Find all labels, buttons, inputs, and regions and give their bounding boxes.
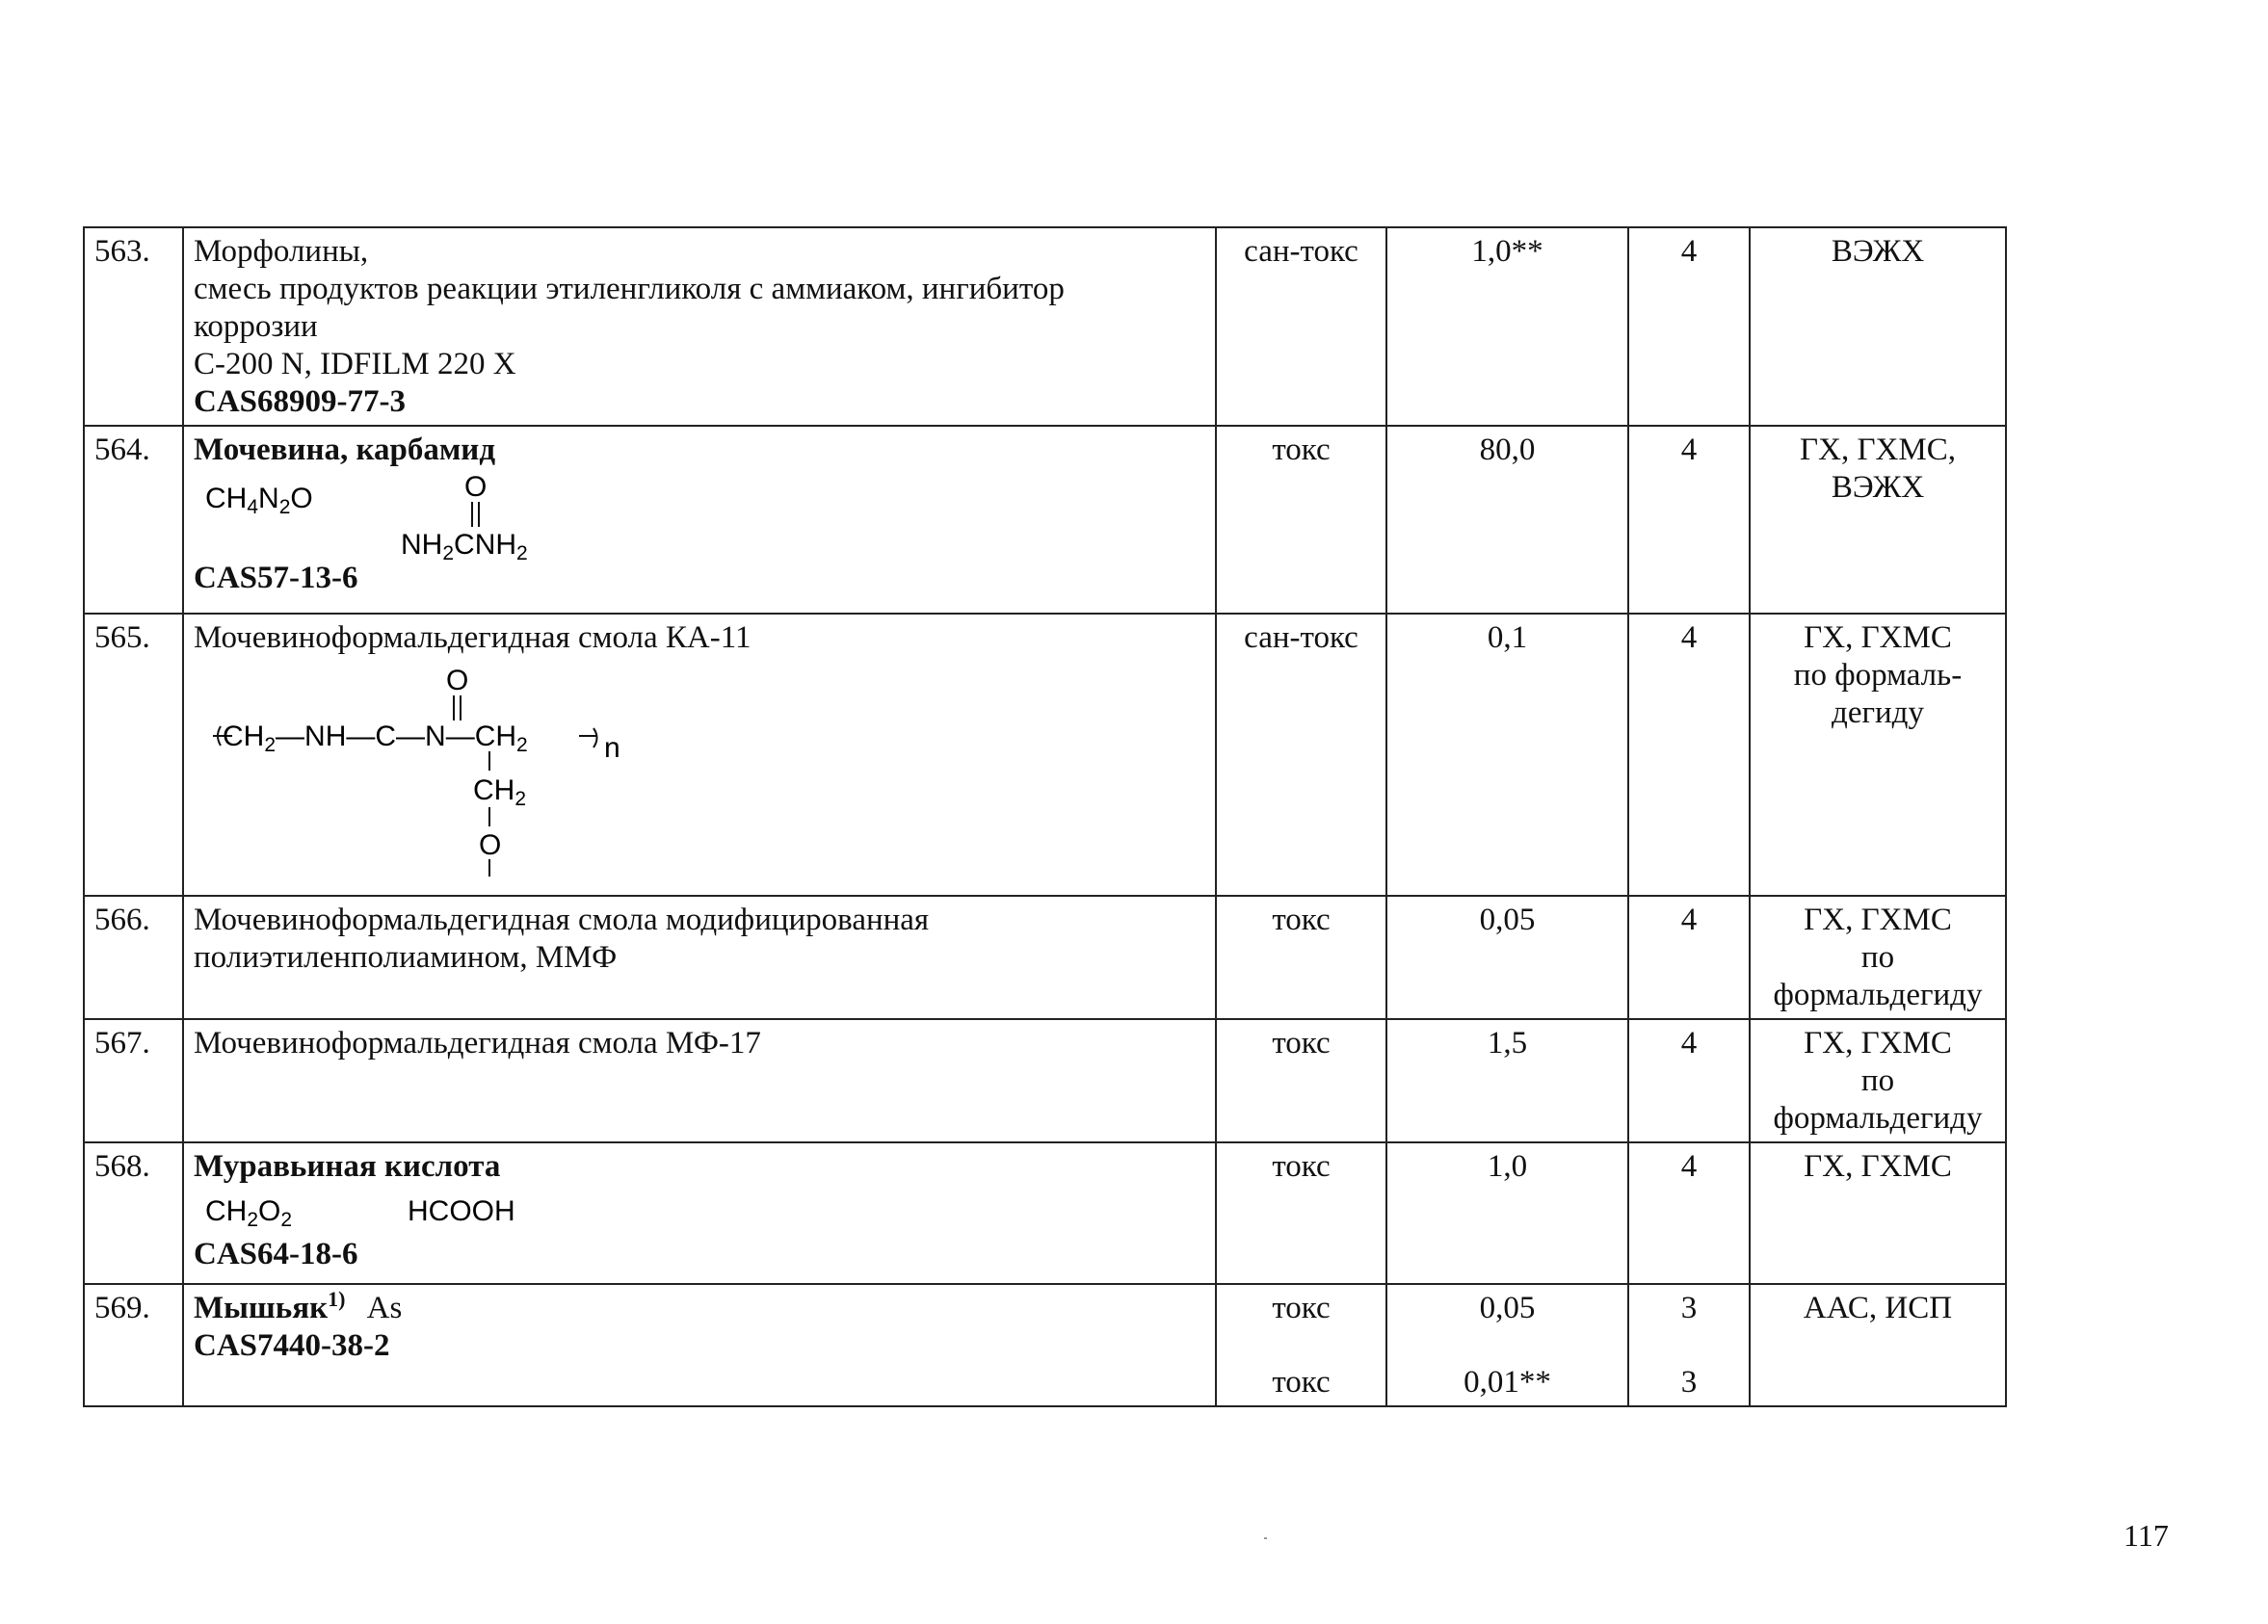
row-number: 568. xyxy=(94,1149,150,1184)
carbonyl-oxygen: O xyxy=(464,471,488,503)
hazard-class: 4 xyxy=(1680,432,1698,467)
footnote-marker: 1) xyxy=(328,1287,346,1311)
hazard-class: 4 xyxy=(1680,1149,1698,1184)
table-row xyxy=(84,896,2006,1019)
scan-speck xyxy=(1264,1537,1267,1539)
formula-formic-acid xyxy=(194,1188,598,1234)
row-number: 566. xyxy=(94,903,150,937)
hazard-class: 4 xyxy=(1680,903,1698,937)
svg-text:O: O xyxy=(479,829,502,861)
structural-formula-text: $NH_2CNH_2$ xyxy=(401,529,528,560)
analysis-method: ВЭЖХ xyxy=(1831,470,1925,505)
cas-number: CAS7440-38-2 xyxy=(194,1328,390,1363)
analysis-method: формальдегиду xyxy=(1773,1101,1983,1136)
limit-value: 1,0** xyxy=(1471,234,1543,269)
cas-number: CAS57-13-6 xyxy=(194,561,358,595)
svg-text:CH2—NH—C—N—CH2: $CH_2—NH—C—N—CH_2$ xyxy=(223,720,528,756)
row-number: 567. xyxy=(94,1026,150,1061)
row-number: 565. xyxy=(94,620,150,655)
table-row xyxy=(84,227,2006,426)
row-number: 564. xyxy=(94,432,150,467)
table-row xyxy=(84,1284,2006,1406)
hazard-class: 3 xyxy=(1680,1365,1698,1400)
svg-text:CH2: $CH_2$ xyxy=(473,774,527,810)
chemical-symbol: As xyxy=(366,1291,403,1325)
page-number: 117 xyxy=(2123,1518,2169,1553)
structural-formula-resin xyxy=(194,657,675,878)
analysis-method: дегиду xyxy=(1832,695,1924,730)
limit-value: 80,0 xyxy=(1479,432,1536,467)
svg-text:n: n xyxy=(604,732,620,764)
hazard-class-type: токс xyxy=(1272,432,1331,467)
limit-value: 0,1 xyxy=(1487,620,1528,655)
substance-name: Мочевиноформальдегидная смола модифицированная xyxy=(194,903,930,937)
cas-number: CAS68909-77-3 xyxy=(194,384,406,419)
limit-value: 1,0 xyxy=(1487,1149,1528,1184)
hazard-class: 3 xyxy=(1680,1291,1698,1325)
row-number: 569. xyxy=(94,1291,150,1325)
substance-name: Морфолины, xyxy=(194,234,369,269)
hazard-class-type: сан-токс xyxy=(1244,234,1358,269)
analysis-method: формальдегиду xyxy=(1773,978,1983,1012)
substance-name: Мочевиноформальдегидная смола КА-11 xyxy=(194,620,752,655)
hazard-class-type: токс xyxy=(1272,1026,1331,1061)
substance-name: Мочевиноформальдегидная смола МФ-17 xyxy=(194,1026,761,1061)
substance-name: Муравьиная кислота xyxy=(194,1149,501,1184)
limit-value: 0,01** xyxy=(1464,1365,1551,1400)
limit-value: 0,05 xyxy=(1479,1291,1536,1325)
analysis-method: ААС, ИСП xyxy=(1803,1291,1953,1325)
substance-name: Мышьяк xyxy=(194,1291,329,1325)
hazard-class: 4 xyxy=(1680,234,1698,269)
limit-value: 1,5 xyxy=(1487,1026,1528,1061)
svg-text:O: O xyxy=(446,665,469,696)
table-row xyxy=(84,1142,2006,1284)
cas-number: CAS64-18-6 xyxy=(194,1237,358,1271)
table-row xyxy=(84,1019,2006,1142)
substance-trade-names: С-200 N, IDFILM 220 X xyxy=(194,347,516,381)
analysis-method: по xyxy=(1860,1063,1895,1098)
analysis-method: ГХ, ГХМС, xyxy=(1800,432,1956,467)
analysis-method: по формаль- xyxy=(1793,658,1963,693)
hazard-class: 4 xyxy=(1680,620,1698,655)
analysis-method: ГХ, ГХМС xyxy=(1804,903,1952,937)
hazard-class-type: токс xyxy=(1272,1365,1331,1400)
table-row xyxy=(84,614,2006,896)
molecular-formula: $CH_4N_2O$ xyxy=(205,483,313,518)
analysis-method: по xyxy=(1860,940,1895,975)
limit-value: 0,05 xyxy=(1479,903,1536,937)
hazard-class-type: сан-токс xyxy=(1244,620,1358,655)
hazard-class: 4 xyxy=(1680,1026,1698,1061)
analysis-method: ГХ, ГХМС xyxy=(1804,1026,1952,1061)
table-row xyxy=(84,426,2006,614)
hazard-class-type: токс xyxy=(1272,1149,1331,1184)
analysis-method: ГХ, ГХМС xyxy=(1804,1149,1952,1184)
substance-description: смесь продуктов реакции этиленгликоля с аммиаком, ингибитор коррозии xyxy=(194,272,1065,344)
hazard-class-type: токс xyxy=(1272,903,1331,937)
hazard-class-type: токс xyxy=(1272,1291,1331,1325)
analysis-method: ГХ, ГХМС xyxy=(1804,620,1952,655)
substance-name: полиэтиленполиамином, ММФ xyxy=(194,940,618,975)
substance-name: Мочевина, карбамид xyxy=(194,432,496,467)
substances-table xyxy=(83,226,2007,1407)
structural-formula-urea xyxy=(194,471,656,560)
analysis-method: ВЭЖХ xyxy=(1831,234,1925,269)
structural-formula-text: HCOOH xyxy=(408,1195,515,1227)
svg-text:CH2O2: $CH_2O_2$ xyxy=(205,1195,293,1231)
row-number: 563. xyxy=(94,234,150,269)
